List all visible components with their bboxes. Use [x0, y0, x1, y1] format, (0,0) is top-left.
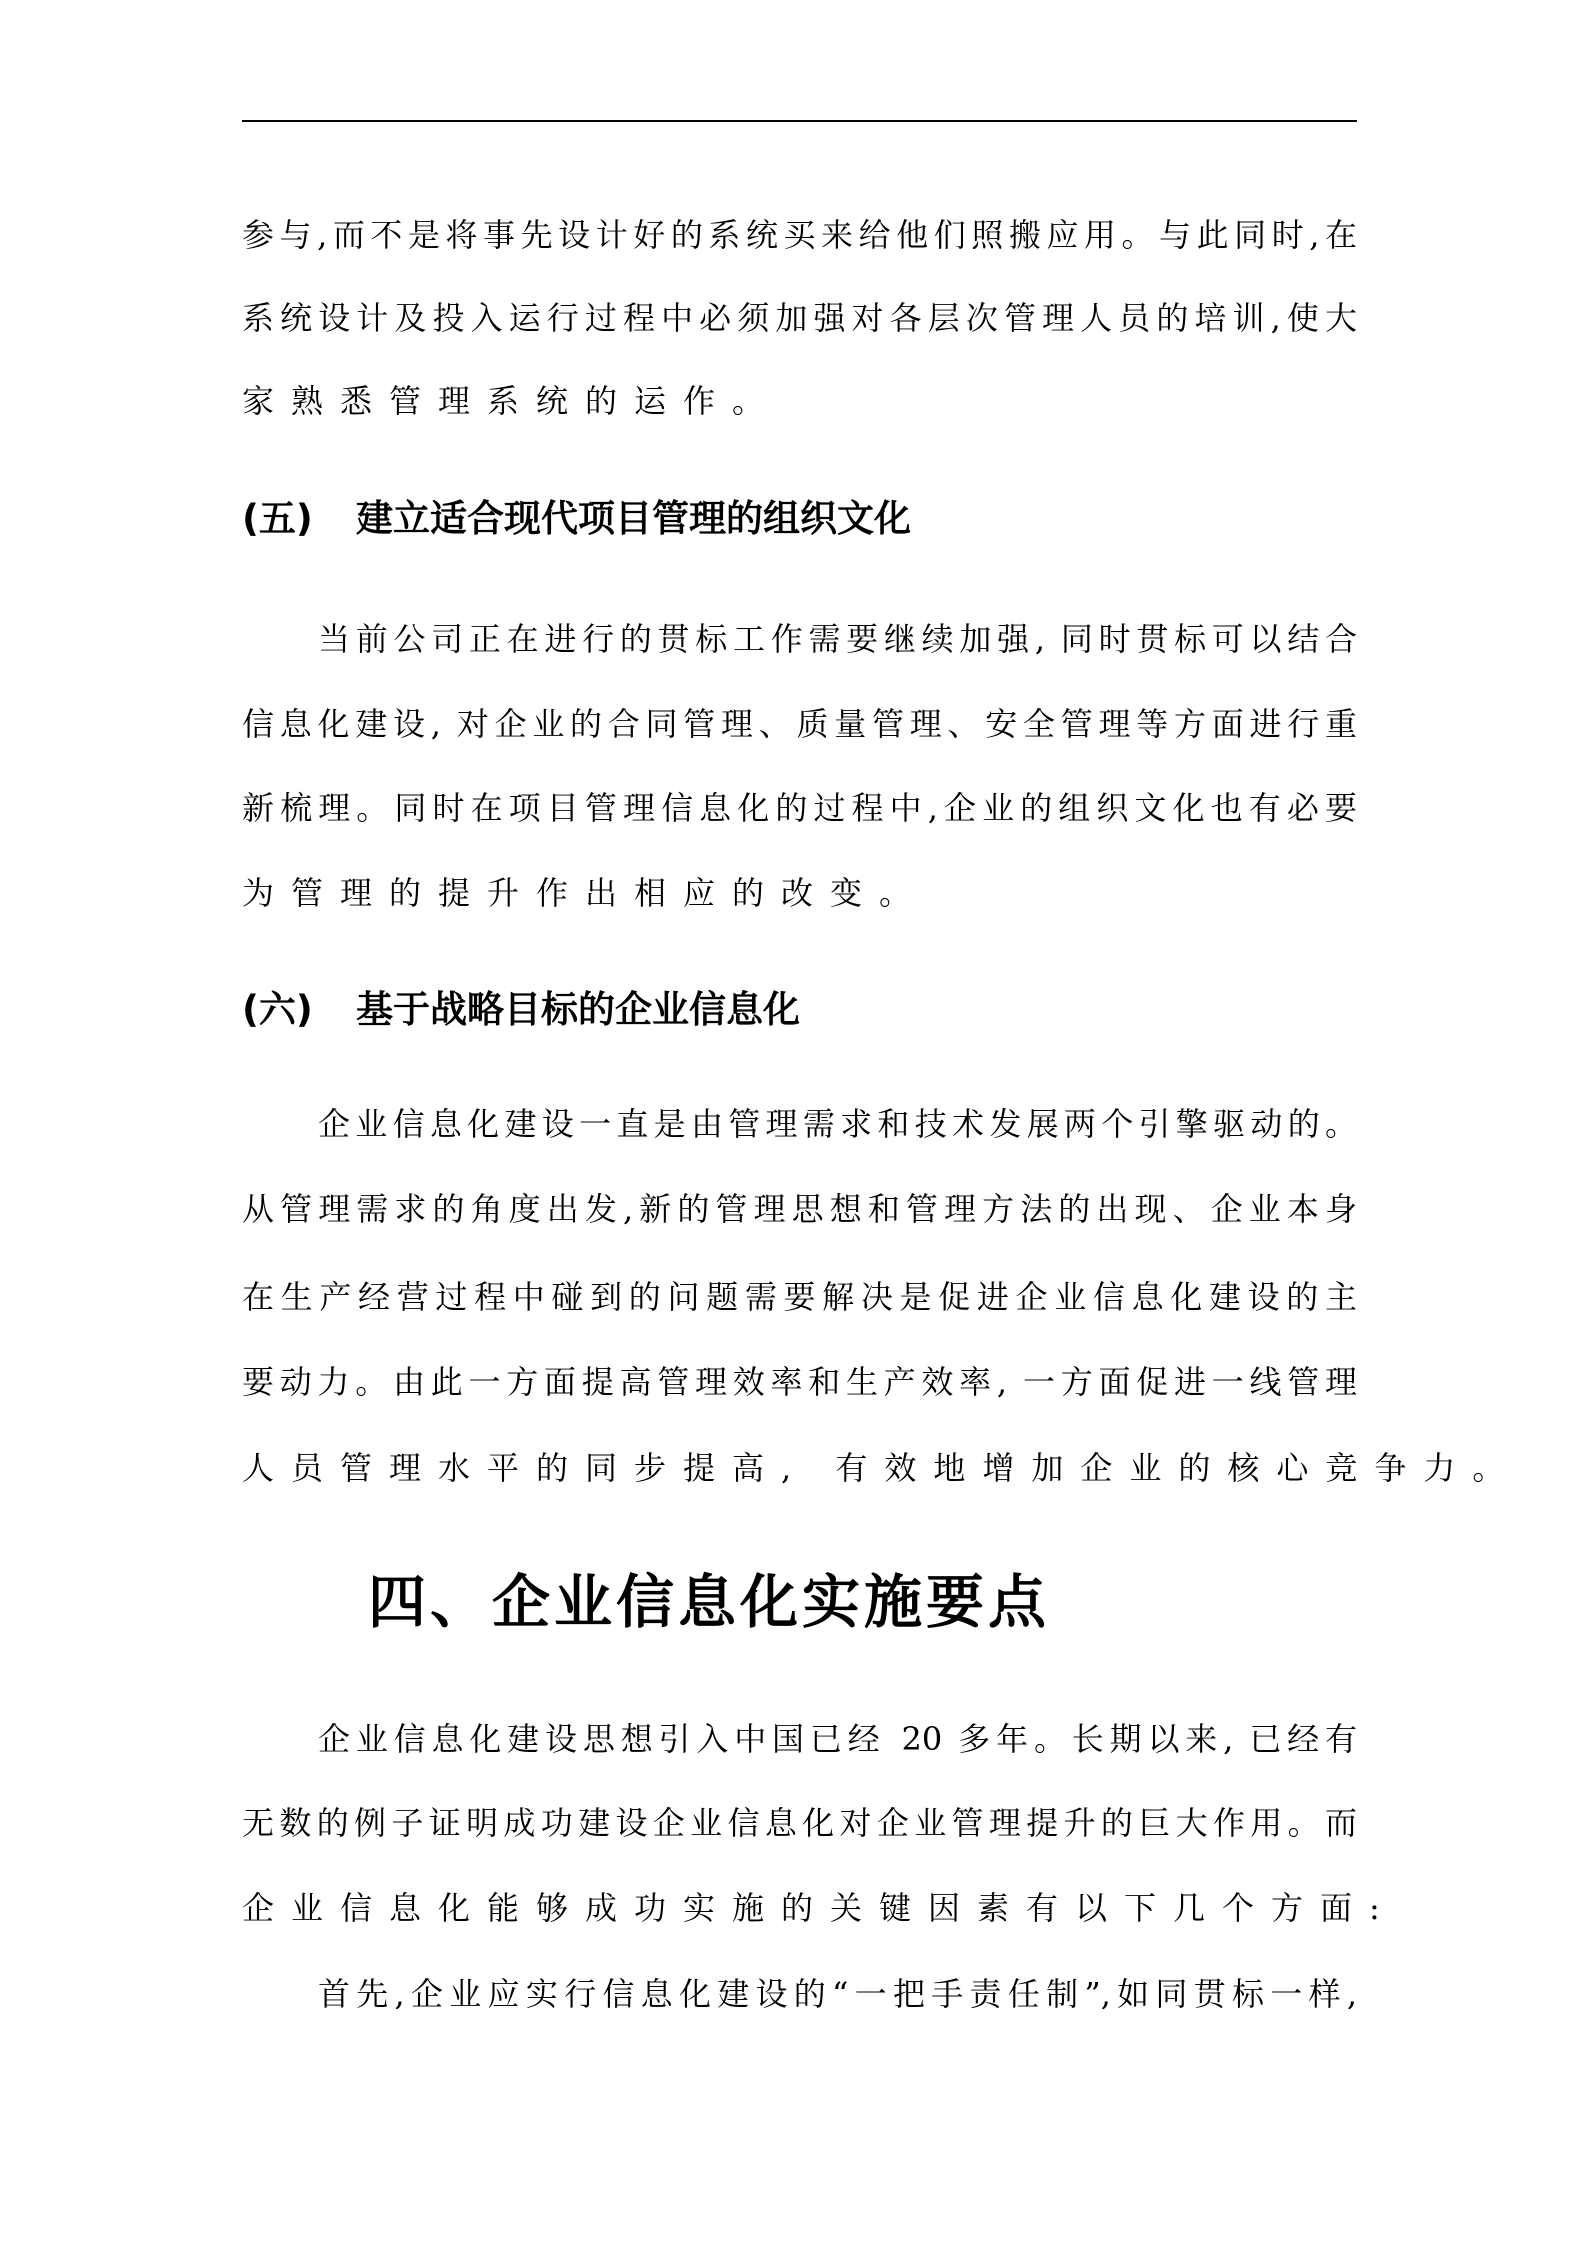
heading-5-number: (五)	[242, 497, 313, 540]
paragraph3-line: 在生产经营过程中碰到的问题需要解决是促进企业信息化建设的主	[242, 1278, 1357, 1316]
heading-6-text: 基于战略目标的企业信息化	[356, 988, 800, 1031]
paragraph4-line: 无数的例子证明成功建设企业信息化对企业管理提升的巨大作用。而	[242, 1804, 1357, 1842]
paragraph2-line: 新梳理。同时在项目管理信息化的过程中,企业的组织文化也有必要	[242, 789, 1357, 827]
paragraph3-line: 企业信息化建设一直是由管理需求和技术发展两个引擎驱动的。	[318, 1105, 1357, 1143]
paragraph1-line: 家熟悉管理系统的运作。	[242, 382, 782, 420]
paragraph4-line: 企业信息化能够成功实施的关键因素有以下几个方面:	[242, 1889, 1397, 1927]
heading-6-number: (六)	[242, 988, 313, 1031]
section-4-title: 四、企业信息化实施要点	[368, 1568, 1051, 1636]
header-rule	[242, 120, 1357, 122]
paragraph3-line: 要动力。由此一方面提高管理效率和生产效率, 一方面促进一线管理	[242, 1363, 1357, 1401]
paragraph2-line: 为管理的提升作出相应的改变。	[242, 874, 929, 912]
paragraph4-line: 企业信息化建设思想引入中国已经 20 多年。长期以来, 已经有	[318, 1720, 1357, 1758]
paragraph3-line: 人员管理水平的同步提高, 有效地增加企业的核心竞争力。	[242, 1449, 1522, 1487]
paragraph5-line: 首先,企业应实行信息化建设的“一把手责任制”,如同贯标一样,	[318, 1975, 1357, 2013]
paragraph1-line: 参与,而不是将事先设计好的系统买来给他们照搬应用。与此同时,在	[242, 216, 1357, 254]
heading-5-text: 建立适合现代项目管理的组织文化	[356, 497, 911, 540]
paragraph1-line: 系统设计及投入运行过程中必须加强对各层次管理人员的培训,使大	[242, 299, 1357, 337]
heading-5	[242, 494, 911, 544]
paragraph2-line: 信息化建设, 对企业的合同管理、质量管理、安全管理等方面进行重	[242, 705, 1357, 743]
paragraph2-line: 当前公司正在进行的贯标工作需要继续加强, 同时贯标可以结合	[318, 620, 1357, 658]
heading-6	[242, 985, 800, 1035]
paragraph3-line: 从管理需求的角度出发,新的管理思想和管理方法的出现、企业本身	[242, 1190, 1357, 1228]
